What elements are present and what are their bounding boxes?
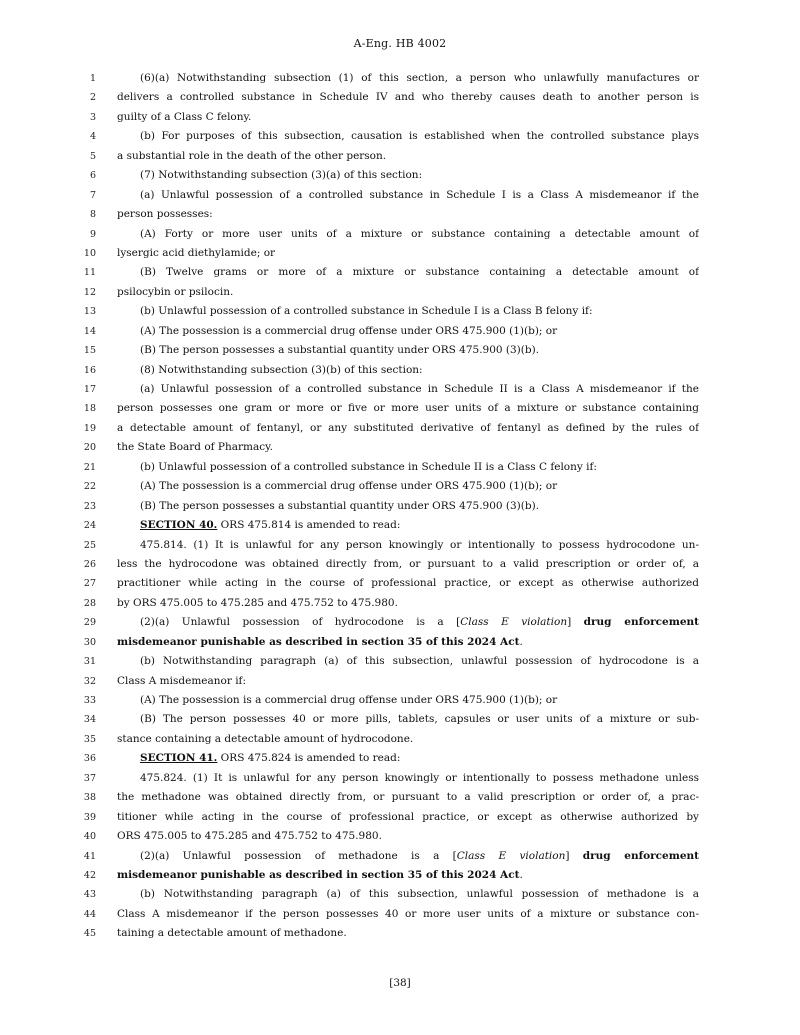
text-line bbox=[0, 866, 800, 885]
text-line bbox=[0, 399, 800, 418]
line-number: 45 bbox=[83, 928, 96, 940]
text-segment: the State Board of Pharmacy. bbox=[117, 441, 273, 454]
line-text bbox=[140, 652, 699, 671]
text-line bbox=[0, 69, 800, 88]
line-number: 24 bbox=[83, 520, 96, 532]
text-line bbox=[0, 302, 800, 321]
line-text bbox=[117, 438, 699, 457]
text-line bbox=[0, 380, 800, 399]
line-number: 43 bbox=[83, 889, 96, 901]
text-segment: ORS 475.005 to 475.285 and 475.752 to 475.980. bbox=[117, 830, 382, 843]
text-segment: 475.824. (1) It is unlawful for any person knowingly or intentionally to possess methadone unless bbox=[140, 771, 699, 784]
text-segment: psilocybin or psilocin. bbox=[117, 285, 234, 298]
line-text bbox=[117, 827, 699, 846]
text-segment: (b) Unlawful possession of a controlled substance in Schedule I is a Class B felony if: bbox=[140, 305, 593, 318]
text-line bbox=[0, 827, 800, 846]
text-line bbox=[0, 516, 800, 535]
text-segment: (7) Notwithstanding subsection (3)(a) of this section: bbox=[140, 169, 423, 182]
line-text bbox=[117, 633, 699, 652]
line-number: 3 bbox=[89, 111, 96, 123]
line-number: 41 bbox=[83, 850, 96, 862]
line-number: 42 bbox=[83, 869, 96, 881]
new-language-text: misdemeanor punishable as described in section 35 of this 2024 Act bbox=[117, 635, 520, 648]
text-segment: ORS 475.824 is amended to read: bbox=[217, 752, 401, 765]
line-text bbox=[140, 225, 699, 244]
text-segment: Class A misdemeanor if the person possesses 40 or more user units of a mixture or substance con- bbox=[117, 907, 699, 920]
text-segment: (A) The possession is a commercial drug offense under ORS 475.900 (1)(b); or bbox=[140, 694, 558, 706]
line-number: 35 bbox=[83, 733, 96, 745]
new-language-text: drug enforcement bbox=[582, 849, 699, 862]
line-text bbox=[140, 302, 699, 321]
text-line bbox=[0, 613, 800, 632]
line-text bbox=[117, 88, 699, 107]
text-line bbox=[0, 283, 800, 302]
line-number: 9 bbox=[89, 228, 96, 240]
text-segment: (8) Notwithstanding subsection (3)(b) of this section: bbox=[140, 363, 423, 376]
line-number: 2 bbox=[89, 92, 96, 104]
line-number: 34 bbox=[83, 714, 96, 726]
text-line bbox=[0, 885, 800, 904]
text-line bbox=[0, 361, 800, 380]
line-number: 11 bbox=[83, 267, 96, 279]
line-text bbox=[117, 555, 699, 574]
line-number: 25 bbox=[83, 539, 96, 551]
text-line bbox=[0, 574, 800, 593]
line-text bbox=[117, 574, 699, 593]
line-number: 31 bbox=[83, 656, 96, 668]
text-segment: (B) The person possesses a substantial quantity under ORS 475.900 (3)(b). bbox=[140, 344, 540, 357]
line-text bbox=[117, 283, 699, 302]
line-text bbox=[140, 497, 699, 516]
line-text bbox=[140, 613, 699, 632]
text-segment: a detectable amount of fentanyl, or any substituted derivative of fentanyl as defined by the rules of bbox=[117, 421, 699, 434]
line-text bbox=[140, 361, 699, 380]
section-heading: SECTION 41. bbox=[140, 752, 218, 765]
section-heading: SECTION 40. bbox=[140, 519, 218, 532]
text-line bbox=[0, 672, 800, 691]
line-text bbox=[117, 672, 699, 691]
text-line bbox=[0, 127, 800, 146]
text-segment: (6)(a) Notwithstanding subsection (1) of this section, a person who unlawfully manufactures or bbox=[140, 72, 699, 84]
text-line bbox=[0, 536, 800, 555]
line-text bbox=[117, 147, 699, 166]
text-segment: Class A misdemeanor if: bbox=[117, 674, 246, 687]
line-text bbox=[140, 536, 699, 555]
text-segment: (2)(a) Unlawful possession of hydrocodone is a [ bbox=[140, 616, 461, 629]
line-text bbox=[140, 166, 699, 185]
text-line bbox=[0, 244, 800, 263]
text-segment: delivers a controlled substance in Schedule IV and who thereby causes death to another person is bbox=[117, 91, 699, 104]
line-number: 22 bbox=[83, 481, 96, 493]
text-line bbox=[0, 419, 800, 438]
line-text bbox=[140, 127, 699, 146]
line-text bbox=[140, 263, 699, 282]
text-line bbox=[0, 108, 800, 127]
text-line bbox=[0, 652, 800, 671]
text-line bbox=[0, 847, 800, 866]
text-segment: (A) The possession is a commercial drug offense under ORS 475.900 (1)(b); or bbox=[140, 480, 558, 493]
text-line bbox=[0, 905, 800, 924]
line-number: 36 bbox=[83, 753, 96, 765]
line-text bbox=[140, 341, 699, 360]
text-segment: (a) Unlawful possession of a controlled substance in Schedule I is a Class A misdemeanor if the bbox=[140, 188, 699, 201]
text-segment: ] bbox=[567, 616, 584, 629]
text-segment: (b) For purposes of this subsection, causation is established when the controlled substance plays bbox=[140, 130, 699, 143]
text-line bbox=[0, 322, 800, 341]
text-line bbox=[0, 769, 800, 788]
text-line bbox=[0, 710, 800, 729]
line-number: 18 bbox=[83, 403, 96, 415]
line-text bbox=[117, 244, 699, 263]
line-number: 28 bbox=[83, 597, 96, 609]
line-number: 23 bbox=[83, 500, 96, 512]
line-text bbox=[140, 186, 699, 205]
line-number: 1 bbox=[89, 73, 96, 84]
line-number: 21 bbox=[83, 461, 96, 473]
deleted-language-text: Class E violation bbox=[456, 849, 566, 862]
text-line bbox=[0, 205, 800, 224]
line-number: 32 bbox=[83, 675, 96, 687]
line-number: 8 bbox=[89, 209, 96, 221]
line-number: 14 bbox=[83, 325, 96, 337]
text-line bbox=[0, 749, 800, 768]
text-line bbox=[0, 477, 800, 496]
text-segment: by ORS 475.005 to 475.285 and 475.752 to 475.980. bbox=[117, 596, 398, 609]
line-number: 15 bbox=[83, 345, 96, 357]
new-language-text: misdemeanor punishable as described in section 35 of this 2024 Act bbox=[117, 868, 520, 881]
line-number: 26 bbox=[83, 558, 96, 570]
line-text bbox=[117, 399, 699, 418]
deleted-language-text: Class E violation bbox=[460, 616, 568, 629]
text-segment: ] bbox=[565, 849, 583, 862]
text-segment: (B) The person possesses a substantial quantity under ORS 475.900 (3)(b). bbox=[140, 499, 540, 512]
line-text bbox=[117, 419, 699, 438]
text-line bbox=[0, 458, 800, 477]
line-number: 4 bbox=[89, 131, 96, 143]
text-line bbox=[0, 555, 800, 574]
line-number: 17 bbox=[83, 384, 96, 395]
line-text bbox=[117, 730, 699, 749]
text-segment: (b) Notwithstanding paragraph (a) of this subsection, unlawful possession of methadone is a bbox=[140, 888, 699, 901]
text-line bbox=[0, 497, 800, 516]
text-line bbox=[0, 594, 800, 613]
document-body bbox=[0, 69, 800, 944]
text-line bbox=[0, 633, 800, 652]
page-number: [38] bbox=[389, 977, 411, 989]
text-line bbox=[0, 166, 800, 185]
text-line bbox=[0, 186, 800, 205]
text-segment: (A) The possession is a commercial drug offense under ORS 475.900 (1)(b); or bbox=[140, 324, 558, 337]
text-segment: (B) The person possesses 40 or more pills, tablets, capsules or user units of a mixture or sub- bbox=[140, 713, 699, 726]
text-segment: person possesses one gram or more or five or more user units of a mixture or substance containing bbox=[117, 402, 699, 415]
text-line bbox=[0, 225, 800, 244]
line-text bbox=[140, 769, 699, 788]
line-number: 30 bbox=[83, 636, 96, 648]
line-text bbox=[140, 477, 699, 496]
new-language-text: drug enforcement bbox=[583, 616, 699, 629]
line-number: 10 bbox=[83, 247, 96, 259]
text-segment: lysergic acid diethylamide; or bbox=[117, 246, 276, 259]
line-number: 38 bbox=[83, 792, 96, 804]
text-segment: (B) Twelve grams or more of a mixture or substance containing a detectable amount of bbox=[140, 266, 699, 279]
text-line bbox=[0, 147, 800, 166]
line-text bbox=[140, 847, 699, 866]
text-segment: titioner while acting in the course of professional practice, or except as otherwise authorized by bbox=[117, 810, 699, 823]
text-segment: (b) Notwithstanding paragraph (a) of this subsection, unlawful possession of hydrocodone is a bbox=[140, 655, 699, 668]
text-segment: person possesses: bbox=[117, 208, 213, 221]
line-number: 40 bbox=[83, 831, 96, 843]
line-number: 33 bbox=[83, 695, 96, 706]
line-text bbox=[140, 458, 699, 477]
line-number: 7 bbox=[89, 189, 96, 201]
line-text bbox=[140, 69, 699, 88]
line-number: 19 bbox=[83, 422, 96, 434]
text-segment: the methadone was obtained directly from, or pursuant to a valid prescription or order of, a prac- bbox=[117, 791, 699, 804]
text-segment: . bbox=[519, 635, 523, 648]
line-number: 16 bbox=[83, 364, 96, 376]
text-segment: (b) Unlawful possession of a controlled substance in Schedule II is a Class C felony if: bbox=[140, 460, 597, 473]
text-segment: (2)(a) Unlawful possession of methadone is a [ bbox=[140, 849, 457, 862]
line-text bbox=[140, 380, 699, 399]
line-text bbox=[140, 885, 699, 904]
line-text bbox=[140, 691, 699, 710]
text-segment: 475.814. (1) It is unlawful for any person knowingly or intentionally to possess hydrocodone un- bbox=[140, 538, 699, 551]
text-segment: guilty of a Class C felony. bbox=[117, 110, 252, 123]
line-text bbox=[140, 710, 699, 729]
line-text bbox=[117, 788, 699, 807]
text-line bbox=[0, 341, 800, 360]
text-line bbox=[0, 88, 800, 107]
line-number: 20 bbox=[83, 442, 96, 454]
line-number: 37 bbox=[83, 772, 96, 784]
line-number: 6 bbox=[89, 170, 96, 182]
text-segment: taining a detectable amount of methadone. bbox=[117, 927, 347, 940]
line-text bbox=[117, 205, 699, 224]
line-number: 39 bbox=[83, 811, 96, 823]
line-text bbox=[117, 108, 699, 127]
text-segment: ORS 475.814 is amended to read: bbox=[217, 519, 401, 532]
text-line bbox=[0, 924, 800, 943]
page-header: A-Eng. HB 4002 bbox=[353, 37, 447, 50]
text-segment: a substantial role in the death of the other person. bbox=[117, 149, 387, 162]
line-number: 29 bbox=[83, 617, 96, 629]
line-number: 5 bbox=[89, 150, 96, 162]
line-text bbox=[140, 516, 699, 535]
text-segment: practitioner while acting in the course of professional practice, or except as otherwise authorized bbox=[117, 577, 699, 590]
text-line bbox=[0, 438, 800, 457]
text-line bbox=[0, 691, 800, 710]
text-segment: stance containing a detectable amount of hydrocodone. bbox=[117, 732, 414, 745]
line-text bbox=[117, 866, 699, 885]
line-number: 12 bbox=[83, 286, 96, 298]
line-number: 13 bbox=[83, 306, 96, 318]
line-text bbox=[117, 594, 699, 613]
line-number: 27 bbox=[83, 578, 96, 590]
line-number: 44 bbox=[83, 908, 96, 920]
line-text bbox=[117, 924, 699, 943]
text-segment: less the hydrocodone was obtained directly from, or pursuant to a valid prescription or order of, a bbox=[117, 557, 699, 570]
line-text bbox=[140, 322, 699, 341]
text-segment: . bbox=[519, 868, 523, 881]
line-text bbox=[117, 808, 699, 827]
text-segment: (A) Forty or more user units of a mixture or substance containing a detectable amount of bbox=[140, 227, 699, 240]
text-line bbox=[0, 263, 800, 282]
text-line bbox=[0, 730, 800, 749]
text-line bbox=[0, 788, 800, 807]
line-text bbox=[117, 905, 699, 924]
text-segment: (a) Unlawful possession of a controlled substance in Schedule II is a Class A misdemeanor if the bbox=[140, 383, 699, 395]
line-text bbox=[140, 749, 699, 768]
text-line bbox=[0, 808, 800, 827]
